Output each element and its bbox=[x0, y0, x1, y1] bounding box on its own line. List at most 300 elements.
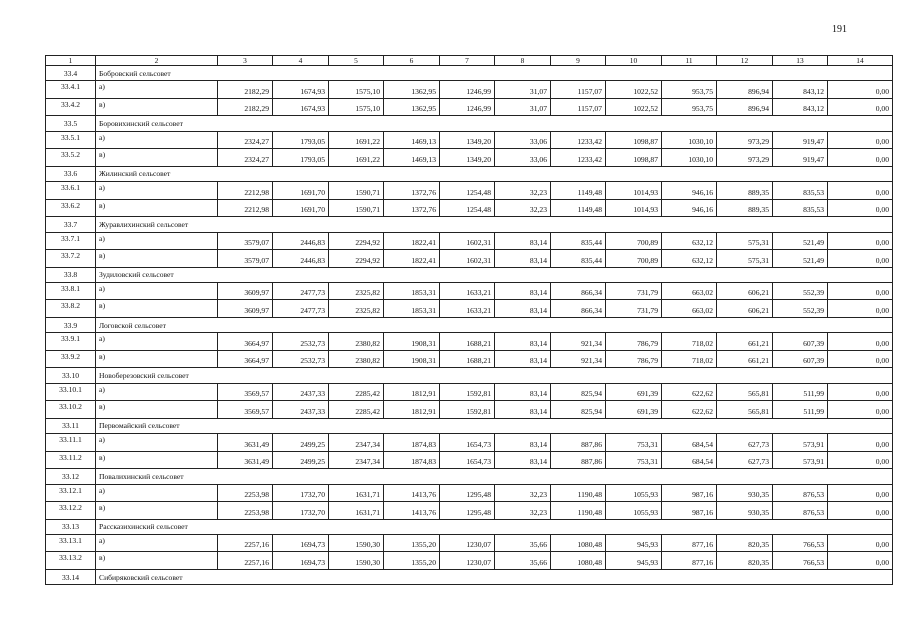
value-cell: 2437,33 bbox=[273, 383, 329, 401]
section-row bbox=[46, 166, 893, 181]
value-cell: 1014,93 bbox=[606, 199, 662, 217]
value-cell: 2253,98 bbox=[218, 502, 273, 520]
row-label: в) bbox=[96, 98, 218, 116]
value-cell: 1674,93 bbox=[273, 98, 329, 116]
value-cell: 1246,99 bbox=[440, 81, 495, 99]
row-label: а) bbox=[96, 383, 218, 401]
value-cell: 1575,10 bbox=[329, 81, 384, 99]
table-row bbox=[46, 131, 893, 149]
value-cell: 1874,83 bbox=[384, 434, 440, 452]
value-cell: 953,75 bbox=[662, 98, 717, 116]
value-cell: 1355,20 bbox=[384, 534, 440, 552]
section-code: 33.8 bbox=[46, 267, 96, 282]
value-cell: 3609,97 bbox=[218, 282, 273, 300]
value-cell: 1590,71 bbox=[329, 182, 384, 200]
value-cell: 877,16 bbox=[662, 552, 717, 570]
row-label: а) bbox=[96, 232, 218, 250]
value-cell: 606,21 bbox=[717, 282, 773, 300]
value-cell: 2347,34 bbox=[329, 451, 384, 469]
value-cell: 83,14 bbox=[495, 333, 551, 351]
section-name: Боровихинский сельсовет bbox=[96, 116, 893, 131]
value-cell: 3579,07 bbox=[218, 232, 273, 250]
value-cell: 1372,76 bbox=[384, 199, 440, 217]
row-label: в) bbox=[96, 401, 218, 419]
value-cell: 83,14 bbox=[495, 282, 551, 300]
value-cell: 1413,76 bbox=[384, 484, 440, 502]
value-cell: 3631,49 bbox=[218, 451, 273, 469]
value-cell: 2446,83 bbox=[273, 250, 329, 268]
value-cell: 83,14 bbox=[495, 451, 551, 469]
section-name: Зудиловский сельсовет bbox=[96, 267, 893, 282]
value-cell: 33,06 bbox=[495, 131, 551, 149]
value-cell: 0,00 bbox=[828, 484, 893, 502]
value-cell: 552,39 bbox=[773, 300, 828, 318]
value-cell: 753,31 bbox=[606, 434, 662, 452]
value-cell: 3579,07 bbox=[218, 250, 273, 268]
value-cell: 627,73 bbox=[717, 434, 773, 452]
value-cell: 1674,93 bbox=[273, 81, 329, 99]
value-cell: 2182,29 bbox=[218, 81, 273, 99]
row-label: в) bbox=[96, 250, 218, 268]
value-cell: 575,31 bbox=[717, 250, 773, 268]
section-code: 33.6 bbox=[46, 166, 96, 181]
value-cell: 1362,95 bbox=[384, 98, 440, 116]
value-cell: 896,94 bbox=[717, 81, 773, 99]
value-cell: 35,66 bbox=[495, 534, 551, 552]
row-code: 33.12.2 bbox=[46, 502, 96, 520]
value-cell: 718,02 bbox=[662, 333, 717, 351]
row-label: в) bbox=[96, 300, 218, 318]
value-cell: 946,16 bbox=[662, 199, 717, 217]
value-cell: 877,16 bbox=[662, 534, 717, 552]
row-code: 33.8.2 bbox=[46, 300, 96, 318]
value-cell: 0,00 bbox=[828, 282, 893, 300]
value-cell: 573,91 bbox=[773, 451, 828, 469]
section-row bbox=[46, 217, 893, 232]
value-cell: 2212,98 bbox=[218, 182, 273, 200]
value-cell: 1732,70 bbox=[273, 502, 329, 520]
value-cell: 511,99 bbox=[773, 383, 828, 401]
value-cell: 1014,93 bbox=[606, 182, 662, 200]
table-row bbox=[46, 282, 893, 300]
section-code: 33.5 bbox=[46, 116, 96, 131]
section-row bbox=[46, 469, 893, 484]
value-cell: 663,02 bbox=[662, 300, 717, 318]
value-cell: 1190,48 bbox=[551, 484, 606, 502]
table-row bbox=[46, 232, 893, 250]
value-cell: 887,86 bbox=[551, 434, 606, 452]
table-row bbox=[46, 199, 893, 217]
value-cell: 622,62 bbox=[662, 401, 717, 419]
value-cell: 83,14 bbox=[495, 232, 551, 250]
value-cell: 1030,10 bbox=[662, 131, 717, 149]
section-name: Повалихинский сельсовет bbox=[96, 469, 893, 484]
column-header: 9 bbox=[551, 56, 606, 66]
column-header: 2 bbox=[96, 56, 218, 66]
section-name: Первомайский сельсовет bbox=[96, 418, 893, 433]
value-cell: 1254,48 bbox=[440, 199, 495, 217]
row-code: 33.8.1 bbox=[46, 282, 96, 300]
value-cell: 887,86 bbox=[551, 451, 606, 469]
row-code: 33.6.1 bbox=[46, 182, 96, 200]
value-cell: 0,00 bbox=[828, 199, 893, 217]
section-row bbox=[46, 317, 893, 332]
value-cell: 973,29 bbox=[717, 131, 773, 149]
row-code: 33.5.1 bbox=[46, 131, 96, 149]
section-name: Сибиряковский сельсовет bbox=[96, 569, 893, 584]
value-cell: 1030,10 bbox=[662, 149, 717, 167]
table-row bbox=[46, 434, 893, 452]
section-row bbox=[46, 368, 893, 383]
value-cell: 2294,92 bbox=[329, 250, 384, 268]
value-cell: 1691,22 bbox=[329, 149, 384, 167]
value-cell: 1853,31 bbox=[384, 282, 440, 300]
table-row bbox=[46, 98, 893, 116]
value-cell: 2324,27 bbox=[218, 149, 273, 167]
value-cell: 1230,07 bbox=[440, 534, 495, 552]
value-cell: 1631,71 bbox=[329, 502, 384, 520]
section-name: Логовской сельсовет bbox=[96, 317, 893, 332]
table-row bbox=[46, 300, 893, 318]
value-cell: 0,00 bbox=[828, 401, 893, 419]
column-header: 10 bbox=[606, 56, 662, 66]
value-cell: 2499,25 bbox=[273, 451, 329, 469]
value-cell: 607,39 bbox=[773, 333, 828, 351]
value-cell: 32,23 bbox=[495, 182, 551, 200]
section-code: 33.9 bbox=[46, 317, 96, 332]
row-code: 33.9.1 bbox=[46, 333, 96, 351]
value-cell: 2257,16 bbox=[218, 534, 273, 552]
value-cell: 3631,49 bbox=[218, 434, 273, 452]
value-cell: 1149,48 bbox=[551, 199, 606, 217]
table-row bbox=[46, 534, 893, 552]
value-cell: 1055,93 bbox=[606, 502, 662, 520]
value-cell: 2477,73 bbox=[273, 282, 329, 300]
value-cell: 32,23 bbox=[495, 484, 551, 502]
value-cell: 1349,20 bbox=[440, 131, 495, 149]
value-cell: 1413,76 bbox=[384, 502, 440, 520]
value-cell: 0,00 bbox=[828, 149, 893, 167]
value-cell: 2347,34 bbox=[329, 434, 384, 452]
column-header: 5 bbox=[329, 56, 384, 66]
value-cell: 511,99 bbox=[773, 401, 828, 419]
section-code: 33.10 bbox=[46, 368, 96, 383]
value-cell: 31,07 bbox=[495, 98, 551, 116]
value-cell: 1691,22 bbox=[329, 131, 384, 149]
value-cell: 3664,97 bbox=[218, 333, 273, 351]
value-cell: 83,14 bbox=[495, 250, 551, 268]
row-code: 33.5.2 bbox=[46, 149, 96, 167]
value-cell: 2182,29 bbox=[218, 98, 273, 116]
column-header: 1 bbox=[46, 56, 96, 66]
value-cell: 1822,41 bbox=[384, 250, 440, 268]
table-row bbox=[46, 250, 893, 268]
value-cell: 3569,57 bbox=[218, 383, 273, 401]
value-cell: 2212,98 bbox=[218, 199, 273, 217]
value-cell: 1098,87 bbox=[606, 131, 662, 149]
row-code: 33.13.2 bbox=[46, 552, 96, 570]
value-cell: 0,00 bbox=[828, 81, 893, 99]
value-cell: 1295,48 bbox=[440, 484, 495, 502]
value-cell: 691,39 bbox=[606, 401, 662, 419]
table-row bbox=[46, 81, 893, 99]
value-cell: 1732,70 bbox=[273, 484, 329, 502]
section-row bbox=[46, 116, 893, 131]
row-label: а) bbox=[96, 182, 218, 200]
column-header: 14 bbox=[828, 56, 893, 66]
value-cell: 731,79 bbox=[606, 282, 662, 300]
value-cell: 1022,52 bbox=[606, 98, 662, 116]
value-cell: 1233,42 bbox=[551, 131, 606, 149]
value-cell: 1372,76 bbox=[384, 182, 440, 200]
value-cell: 921,34 bbox=[551, 333, 606, 351]
section-code: 33.11 bbox=[46, 418, 96, 433]
value-cell: 1233,42 bbox=[551, 149, 606, 167]
value-cell: 32,23 bbox=[495, 502, 551, 520]
value-cell: 1694,73 bbox=[273, 552, 329, 570]
value-cell: 0,00 bbox=[828, 182, 893, 200]
row-code: 33.4.1 bbox=[46, 81, 96, 99]
value-cell: 919,47 bbox=[773, 131, 828, 149]
value-cell: 835,53 bbox=[773, 199, 828, 217]
value-cell: 32,23 bbox=[495, 199, 551, 217]
value-cell: 663,02 bbox=[662, 282, 717, 300]
value-cell: 919,47 bbox=[773, 149, 828, 167]
value-cell: 1355,20 bbox=[384, 552, 440, 570]
section-name: Новоберезовский сельсовет bbox=[96, 368, 893, 383]
value-cell: 1633,21 bbox=[440, 282, 495, 300]
value-cell: 31,07 bbox=[495, 81, 551, 99]
value-cell: 691,39 bbox=[606, 383, 662, 401]
value-cell: 843,12 bbox=[773, 98, 828, 116]
value-cell: 622,62 bbox=[662, 383, 717, 401]
row-code: 33.9.2 bbox=[46, 350, 96, 368]
row-code: 33.11.2 bbox=[46, 451, 96, 469]
table-row bbox=[46, 552, 893, 570]
value-cell: 35,66 bbox=[495, 552, 551, 570]
column-header: 13 bbox=[773, 56, 828, 66]
value-cell: 945,93 bbox=[606, 534, 662, 552]
value-cell: 1149,48 bbox=[551, 182, 606, 200]
value-cell: 987,16 bbox=[662, 502, 717, 520]
section-row bbox=[46, 519, 893, 534]
value-cell: 3664,97 bbox=[218, 350, 273, 368]
value-cell: 1691,70 bbox=[273, 182, 329, 200]
value-cell: 2325,82 bbox=[329, 282, 384, 300]
value-cell: 552,39 bbox=[773, 282, 828, 300]
table-row bbox=[46, 451, 893, 469]
value-cell: 753,31 bbox=[606, 451, 662, 469]
value-cell: 2380,82 bbox=[329, 333, 384, 351]
value-cell: 1080,48 bbox=[551, 552, 606, 570]
value-cell: 889,35 bbox=[717, 199, 773, 217]
section-code: 33.4 bbox=[46, 66, 96, 81]
value-cell: 1590,30 bbox=[329, 534, 384, 552]
value-cell: 684,54 bbox=[662, 451, 717, 469]
value-cell: 766,53 bbox=[773, 534, 828, 552]
value-cell: 0,00 bbox=[828, 232, 893, 250]
value-cell: 1874,83 bbox=[384, 451, 440, 469]
value-cell: 731,79 bbox=[606, 300, 662, 318]
column-header: 7 bbox=[440, 56, 495, 66]
value-cell: 896,94 bbox=[717, 98, 773, 116]
row-code: 33.11.1 bbox=[46, 434, 96, 452]
value-cell: 946,16 bbox=[662, 182, 717, 200]
value-cell: 0,00 bbox=[828, 552, 893, 570]
value-cell: 1908,31 bbox=[384, 350, 440, 368]
row-code: 33.10.2 bbox=[46, 401, 96, 419]
value-cell: 1631,71 bbox=[329, 484, 384, 502]
value-cell: 700,89 bbox=[606, 232, 662, 250]
row-code: 33.4.2 bbox=[46, 98, 96, 116]
value-cell: 1688,21 bbox=[440, 333, 495, 351]
value-cell: 1190,48 bbox=[551, 502, 606, 520]
row-label: а) bbox=[96, 484, 218, 502]
value-cell: 2477,73 bbox=[273, 300, 329, 318]
value-cell: 0,00 bbox=[828, 350, 893, 368]
value-cell: 2253,98 bbox=[218, 484, 273, 502]
value-cell: 1055,93 bbox=[606, 484, 662, 502]
value-cell: 930,35 bbox=[717, 502, 773, 520]
section-row bbox=[46, 66, 893, 81]
value-cell: 0,00 bbox=[828, 451, 893, 469]
column-header: 12 bbox=[717, 56, 773, 66]
row-label: а) bbox=[96, 534, 218, 552]
value-cell: 866,34 bbox=[551, 282, 606, 300]
value-cell: 1602,31 bbox=[440, 232, 495, 250]
row-label: а) bbox=[96, 333, 218, 351]
value-cell: 3569,57 bbox=[218, 401, 273, 419]
value-cell: 889,35 bbox=[717, 182, 773, 200]
value-cell: 0,00 bbox=[828, 534, 893, 552]
value-cell: 83,14 bbox=[495, 401, 551, 419]
row-label: а) bbox=[96, 131, 218, 149]
row-label: в) bbox=[96, 502, 218, 520]
value-cell: 835,53 bbox=[773, 182, 828, 200]
value-cell: 1592,81 bbox=[440, 383, 495, 401]
value-cell: 83,14 bbox=[495, 300, 551, 318]
value-cell: 1098,87 bbox=[606, 149, 662, 167]
value-cell: 1602,31 bbox=[440, 250, 495, 268]
value-cell: 921,34 bbox=[551, 350, 606, 368]
value-cell: 1793,05 bbox=[273, 149, 329, 167]
value-cell: 0,00 bbox=[828, 300, 893, 318]
value-cell: 843,12 bbox=[773, 81, 828, 99]
value-cell: 820,35 bbox=[717, 534, 773, 552]
value-cell: 820,35 bbox=[717, 552, 773, 570]
value-cell: 930,35 bbox=[717, 484, 773, 502]
value-cell: 0,00 bbox=[828, 383, 893, 401]
value-cell: 0,00 bbox=[828, 131, 893, 149]
value-cell: 2285,42 bbox=[329, 383, 384, 401]
value-cell: 1254,48 bbox=[440, 182, 495, 200]
value-cell: 0,00 bbox=[828, 502, 893, 520]
header-row bbox=[46, 56, 893, 66]
value-cell: 684,54 bbox=[662, 434, 717, 452]
section-name: Бобровский сельсовет bbox=[96, 66, 893, 81]
value-cell: 632,12 bbox=[662, 250, 717, 268]
value-cell: 627,73 bbox=[717, 451, 773, 469]
value-cell: 1633,21 bbox=[440, 300, 495, 318]
value-cell: 2380,82 bbox=[329, 350, 384, 368]
value-cell: 2324,27 bbox=[218, 131, 273, 149]
value-cell: 0,00 bbox=[828, 434, 893, 452]
value-cell: 2325,82 bbox=[329, 300, 384, 318]
value-cell: 573,91 bbox=[773, 434, 828, 452]
value-cell: 973,29 bbox=[717, 149, 773, 167]
value-cell: 1575,10 bbox=[329, 98, 384, 116]
section-code: 33.13 bbox=[46, 519, 96, 534]
value-cell: 1246,99 bbox=[440, 98, 495, 116]
value-cell: 1295,48 bbox=[440, 502, 495, 520]
page-number: 191 bbox=[832, 24, 847, 35]
row-code: 33.7.1 bbox=[46, 232, 96, 250]
value-cell: 1590,30 bbox=[329, 552, 384, 570]
row-label: в) bbox=[96, 451, 218, 469]
value-cell: 835,44 bbox=[551, 232, 606, 250]
value-cell: 786,79 bbox=[606, 350, 662, 368]
column-header: 8 bbox=[495, 56, 551, 66]
value-cell: 2437,33 bbox=[273, 401, 329, 419]
section-code: 33.14 bbox=[46, 569, 96, 584]
value-cell: 1688,21 bbox=[440, 350, 495, 368]
value-cell: 700,89 bbox=[606, 250, 662, 268]
value-cell: 2446,83 bbox=[273, 232, 329, 250]
section-name: Журавлихинский сельсовет bbox=[96, 217, 893, 232]
section-row bbox=[46, 267, 893, 282]
value-cell: 1812,91 bbox=[384, 401, 440, 419]
value-cell: 2532,73 bbox=[273, 333, 329, 351]
value-cell: 1694,73 bbox=[273, 534, 329, 552]
value-cell: 1691,70 bbox=[273, 199, 329, 217]
table-row bbox=[46, 350, 893, 368]
value-cell: 1157,07 bbox=[551, 98, 606, 116]
value-cell: 607,39 bbox=[773, 350, 828, 368]
tariff-table bbox=[45, 55, 893, 585]
value-cell: 521,49 bbox=[773, 250, 828, 268]
value-cell: 866,34 bbox=[551, 300, 606, 318]
section-code: 33.12 bbox=[46, 469, 96, 484]
table-row bbox=[46, 182, 893, 200]
value-cell: 825,94 bbox=[551, 383, 606, 401]
value-cell: 1908,31 bbox=[384, 333, 440, 351]
row-label: а) bbox=[96, 434, 218, 452]
value-cell: 1157,07 bbox=[551, 81, 606, 99]
value-cell: 83,14 bbox=[495, 350, 551, 368]
section-row bbox=[46, 418, 893, 433]
value-cell: 835,44 bbox=[551, 250, 606, 268]
value-cell: 1022,52 bbox=[606, 81, 662, 99]
value-cell: 565,81 bbox=[717, 401, 773, 419]
value-cell: 987,16 bbox=[662, 484, 717, 502]
table-row bbox=[46, 401, 893, 419]
value-cell: 718,02 bbox=[662, 350, 717, 368]
section-name: Жилинский сельсовет bbox=[96, 166, 893, 181]
value-cell: 1592,81 bbox=[440, 401, 495, 419]
row-code: 33.7.2 bbox=[46, 250, 96, 268]
value-cell: 1654,73 bbox=[440, 451, 495, 469]
value-cell: 825,94 bbox=[551, 401, 606, 419]
value-cell: 565,81 bbox=[717, 383, 773, 401]
value-cell: 0,00 bbox=[828, 250, 893, 268]
value-cell: 575,31 bbox=[717, 232, 773, 250]
value-cell: 661,21 bbox=[717, 333, 773, 351]
table-row bbox=[46, 383, 893, 401]
value-cell: 1590,71 bbox=[329, 199, 384, 217]
value-cell: 2257,16 bbox=[218, 552, 273, 570]
row-label: в) bbox=[96, 199, 218, 217]
column-header: 11 bbox=[662, 56, 717, 66]
